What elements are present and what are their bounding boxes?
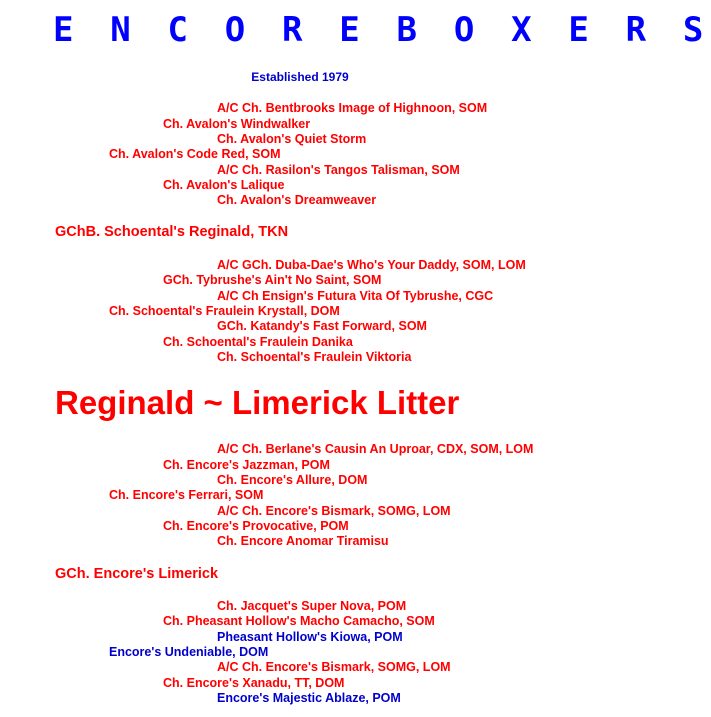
pedigree-line: Ch. Avalon's Lalique [163, 178, 285, 192]
pedigree-line: Ch. Encore's Xanadu, TT, DOM [163, 676, 345, 690]
pedigree-line: Ch. Schoental's Fraulein Danika [163, 335, 353, 349]
pedigree-line: Ch. Avalon's Windwalker [163, 117, 311, 131]
pedigree-line: A/C Ch. Bentbrooks Image of Highnoon, SOM [217, 101, 488, 115]
pedigree-line: Ch. Encore's Jazzman, POM [163, 458, 330, 472]
pedigree-line: Ch. Schoental's Fraulein Krystall, DOM [109, 304, 340, 318]
pedigree-line: Ch. Pheasant Hollow's Macho Camacho, SOM [163, 614, 435, 628]
pedigree-line: Ch. Schoental's Fraulein Viktoria [217, 350, 412, 364]
pedigree-line: Ch. Jacquet's Super Nova, POM [217, 599, 407, 613]
pedigree-line: A/C Ch Ensign's Futura Vita Of Tybrushe, CGC [217, 289, 494, 303]
pedigree-line: Encore's Undeniable, DOM [109, 645, 269, 659]
pedigree-line: Ch. Avalon's Dreamweaver [217, 193, 377, 207]
pedigree-line: A/C Ch. Encore's Bismark, SOMG, LOM [217, 660, 451, 674]
pedigree-line: Ch. Encore's Ferrari, SOM [109, 488, 264, 502]
dam-name: GCh. Encore's Limerick [55, 566, 219, 582]
pedigree-line: Encore's Majestic Ablaze, POM [217, 691, 401, 705]
pedigree-line: Ch. Avalon's Quiet Storm [217, 132, 367, 146]
pedigree-line: A/C Ch. Rasilon's Tangos Talisman, SOM [217, 163, 460, 177]
pedigree-line: Ch. Encore Anomar Tiramisu [217, 534, 389, 548]
kennel-title: E N C O R E B O X E R S [53, 10, 711, 50]
pedigree-line: GCh. Tybrushe's Ain't No Saint, SOM [163, 273, 382, 287]
pedigree-line: A/C GCh. Duba-Dae's Who's Your Daddy, SOM, LOM [217, 258, 526, 272]
established-text: Established 1979 [251, 70, 349, 84]
pedigree-line: Pheasant Hollow's Kiowa, POM [217, 630, 403, 644]
pedigree-line: A/C Ch. Encore's Bismark, SOMG, LOM [217, 504, 451, 518]
pedigree-line: A/C Ch. Berlane's Causin An Uproar, CDX, SOM, LOM [217, 442, 534, 456]
pedigree-line: GCh. Katandy's Fast Forward, SOM [217, 319, 427, 333]
pedigree-line: Ch. Encore's Provocative, POM [163, 519, 349, 533]
litter-title: Reginald ~ Limerick Litter [55, 384, 460, 421]
pedigree-line: Ch. Encore's Allure, DOM [217, 473, 368, 487]
sire-name: GChB. Schoental's Reginald, TKN [55, 224, 289, 240]
pedigree-line: Ch. Avalon's Code Red, SOM [109, 147, 281, 161]
